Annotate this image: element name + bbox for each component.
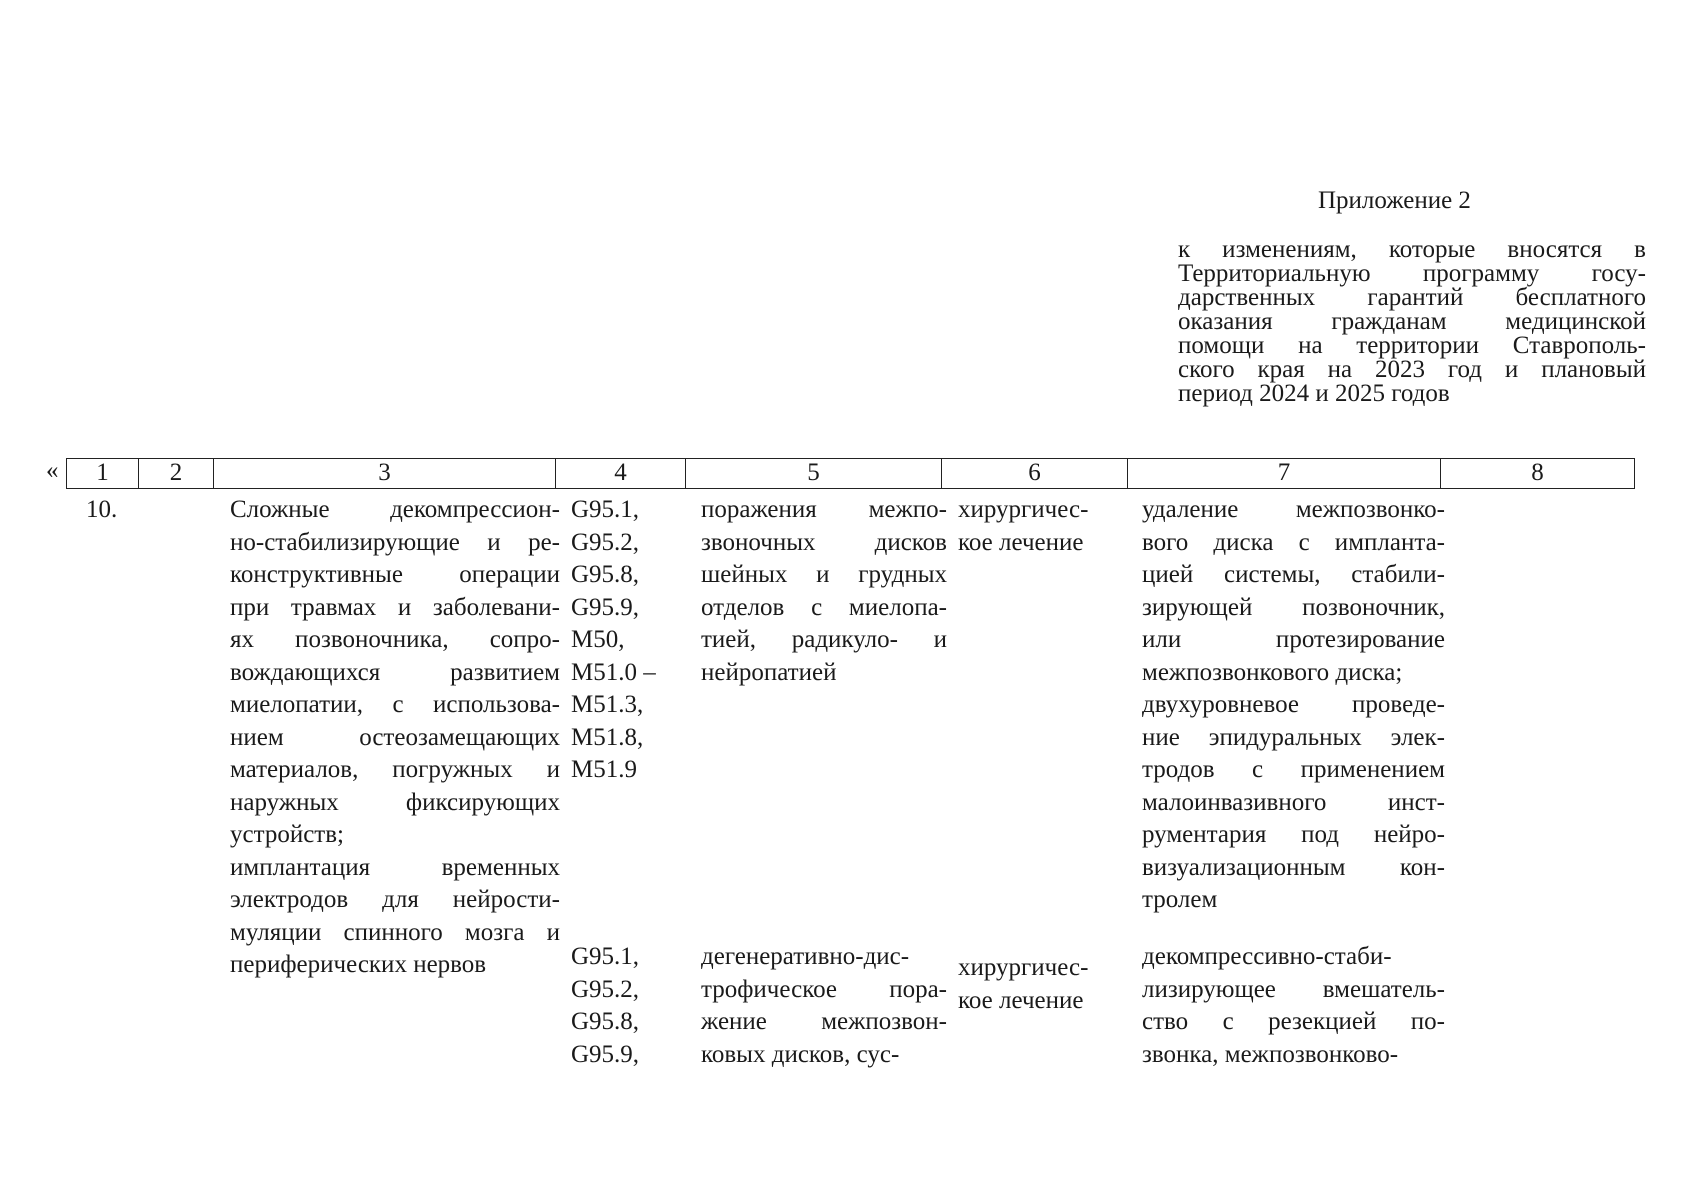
text-line: оказания гражданам медицинской <box>1178 308 1646 335</box>
method-name-cell <box>230 494 560 982</box>
header-cell-1: 1 <box>67 459 139 488</box>
text-line: цией системы, стабили- <box>1142 561 1445 588</box>
text-line: ство с резекцией по- <box>1142 1008 1445 1035</box>
text-line: муляции спинного мозга и <box>230 918 560 946</box>
text-line: но-стабилизирующие и ре- <box>230 528 560 556</box>
treatment-type-cell-1 <box>958 494 1088 559</box>
text-line: вого диска с импланта- <box>1142 528 1445 556</box>
text-line: помощи на территории Ставрополь- <box>1178 332 1646 359</box>
text-line: ковых дисков, сус- <box>701 1040 900 1068</box>
text-line: при травмах и заболевани- <box>230 593 560 621</box>
text-line: звоночных дисков <box>701 528 947 556</box>
text-line: тролем <box>1142 886 1218 913</box>
text-line: хирургичес- <box>958 954 1089 981</box>
diagnosis-cell-2 <box>701 941 947 1071</box>
text-line: нием остеозамещающих <box>230 723 560 751</box>
text-line: наружных фиксирующих <box>230 788 560 816</box>
text-line: межпозвонкового диска; <box>1142 658 1403 686</box>
header-cell-4: 4 <box>556 459 686 488</box>
text-line: декомпрессивно-стаби- <box>1142 943 1392 970</box>
header-cell-8: 8 <box>1531 459 1544 486</box>
text-line: период 2024 и 2025 годов <box>1178 380 1450 407</box>
text-line: M51.3, <box>571 691 644 718</box>
text-line: кое лечение <box>958 986 1084 1014</box>
appendix-title: Приложение 2 <box>1318 187 1471 214</box>
text-line: конструктивные операции <box>230 561 560 588</box>
text-line: звонка, межпозвонково- <box>1142 1040 1399 1068</box>
text-line: электродов для нейрости- <box>230 886 560 913</box>
text-line: отделов с миелопа- <box>701 593 947 621</box>
text-line: периферических нервов <box>230 951 487 978</box>
text-line: зирующей позвоночник, <box>1142 593 1445 621</box>
text-line: хирургичес- <box>958 496 1089 523</box>
text-line: дегенеративно-дис- <box>701 943 910 970</box>
text-line: поражения межпо- <box>701 496 947 523</box>
text-line: устройств; <box>230 821 344 848</box>
text-line: дарственных гарантий бесплатного <box>1178 284 1646 311</box>
text-line: Сложные декомпрессион- <box>230 496 560 523</box>
diagnosis-cell-1 <box>701 494 947 689</box>
text-line: к изменениям, которые вносятся в <box>1178 236 1646 263</box>
text-line: трофическое пора- <box>701 975 947 1003</box>
open-quote-mark: « <box>46 457 59 484</box>
icd-codes-cell-1 <box>571 494 656 787</box>
text-line: тродов с применением <box>1142 756 1445 783</box>
appendix-note <box>1178 238 1646 406</box>
treatment-method-cell-1 <box>1142 494 1445 917</box>
text-line: малоинвазивного инст- <box>1142 788 1445 816</box>
text-line: G95.9, <box>571 593 640 621</box>
text-line: материалов, погружных и <box>230 756 560 783</box>
text-line: тией, радикуло- и <box>701 626 947 653</box>
text-line: M51.8, <box>571 723 644 751</box>
text-line: нейропатией <box>701 658 837 686</box>
treatment-method-cell-2 <box>1142 941 1445 1071</box>
text-line: миелопатии, с использова- <box>230 691 560 718</box>
text-line: G95.1, <box>571 943 640 970</box>
text-line: кое лечение <box>958 528 1084 556</box>
text-line: рументария под нейро- <box>1142 821 1445 848</box>
text-line: G95.1, <box>571 496 640 523</box>
text-line: G95.2, <box>571 528 640 556</box>
text-line: имплантация временных <box>230 853 560 881</box>
text-line: G95.2, <box>571 975 640 1003</box>
text-line: или протезирование <box>1142 626 1445 653</box>
header-cell-6: 6 <box>942 459 1128 488</box>
treatment-type-cell-2 <box>958 952 1088 1017</box>
text-line: M51.0 – <box>571 658 656 686</box>
text-line: M50, <box>571 626 625 653</box>
text-line: ского края на 2023 год и плановый <box>1178 356 1646 383</box>
text-line: двухуровневое проведе- <box>1142 691 1445 718</box>
text-line: визуализационным кон- <box>1142 853 1445 881</box>
text-line: шейных и грудных <box>701 561 947 588</box>
row-number: 10. <box>86 496 118 523</box>
header-cell-5: 5 <box>686 459 942 488</box>
text-line: удаление межпозвонко- <box>1142 496 1445 523</box>
table-header-row <box>66 458 1635 489</box>
header-cell-3: 3 <box>214 459 556 488</box>
text-line: жение межпозвон- <box>701 1008 947 1035</box>
text-line: ях позвоночника, сопро- <box>230 626 560 653</box>
header-cell-7: 7 <box>1128 459 1441 488</box>
text-line: M51.9 <box>571 756 637 783</box>
text-line: вождающихся развитием <box>230 658 560 686</box>
text-line: Территориальную программу госу- <box>1178 260 1646 287</box>
header-cell-2: 2 <box>139 459 214 488</box>
text-line: ние эпидуральных элек- <box>1142 723 1445 751</box>
text-line: G95.9, <box>571 1040 640 1068</box>
text-line: лизирующее вмешатель- <box>1142 975 1445 1003</box>
icd-codes-cell-2 <box>571 941 639 1071</box>
text-line: G95.8, <box>571 1008 640 1035</box>
text-line: G95.8, <box>571 561 640 588</box>
